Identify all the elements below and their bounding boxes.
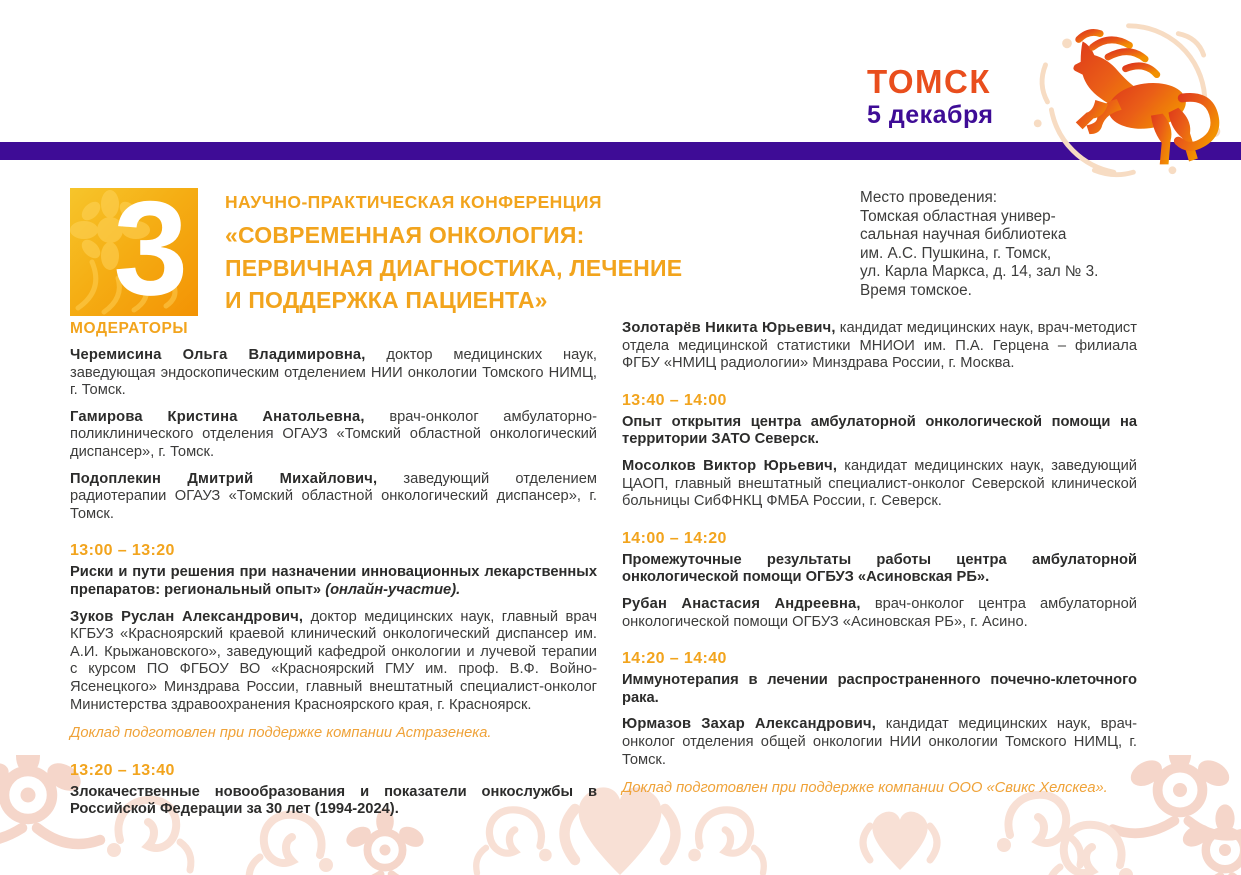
section-number: 3 bbox=[113, 188, 188, 316]
moderator-desc: врач-онколог амбулаторно-поликлинического отделения ОГАУЗ «Томский областной онкологический диспансер», г. Томск. bbox=[70, 408, 597, 460]
right-column bbox=[622, 320, 1137, 828]
event-date: 5 декабря bbox=[867, 101, 994, 129]
speaker-desc: кандидат медицинских наук, заведующий ЦАОП, главный внештатный специалист-онколог Северской клинической больницы СибФНКЦ ФМБА России, г. Северск. bbox=[622, 457, 1137, 510]
moderator-desc: заведующий отделением радиотерапии ОГАУЗ «Томский областной онкологический диспансер», г. Томск. bbox=[70, 470, 598, 522]
speaker-entry bbox=[70, 609, 597, 715]
speaker-name: Рубан Анастасия Андреевна, bbox=[622, 595, 861, 612]
speaker-desc: доктор медицинских наук, главный врач КГБУЗ «Красноярский краевой клинический онкологический диспансер им. А.И. Крыжановского», заведующий кафедрой онкологии и лучевой терапии с курсом ПО ФГБОУ ВО «Красноярский ГМУ им. проф. В.Ф. Войно-Ясенецкого» Минздрава России, главный внештатный специалист-онколог Министерства здравоохранения Красноярского края, г. Красноярск. bbox=[70, 608, 597, 713]
venue-line: Томская областная универ- bbox=[860, 207, 1056, 225]
session-title: Промежуточные результаты работы центра амбулаторной онкологической помощи ОГБУЗ «Асиновская РБ». bbox=[622, 551, 1137, 586]
speaker-entry bbox=[622, 458, 1137, 511]
speaker-desc: кандидат медицинских наук, врач-онколог отделения общей онкологии НИИ онкологии Томского НИМЦ, г. Томск. bbox=[622, 716, 1137, 768]
conference-label: НАУЧНО-ПРАКТИЧЕСКАЯ КОНФЕРЕНЦИЯ bbox=[225, 192, 602, 212]
left-column bbox=[70, 320, 597, 828]
speaker-entry bbox=[622, 320, 1137, 373]
city-title: ТОМСК bbox=[867, 63, 991, 100]
session-title: Иммунотерапия в лечении распространенного почечно-клеточного рака. bbox=[622, 672, 1137, 706]
session-title: Риски и пути решения при назначении инновационных лекарственных препаратов: региональный опыт» (онлайн-участие). bbox=[70, 564, 597, 598]
speaker-desc: врач-онколог центра амбулаторной онкологической помощи ОГБУЗ «Асиновская РБ», г. Асино. bbox=[622, 595, 1137, 630]
moderator-name: Гамирова Кристина Анатольевна, bbox=[70, 408, 365, 425]
moderator-name: Черемисина Ольга Владимировна, bbox=[70, 347, 366, 363]
conference-title bbox=[225, 219, 682, 317]
conference-title-line: «СОВРЕМЕННАЯ ОНКОЛОГИЯ: bbox=[225, 222, 585, 248]
moderator-entry bbox=[70, 471, 597, 524]
venue-line: ул. Карла Маркса, д. 14, зал № 3. bbox=[860, 263, 1099, 281]
session-time: 13:00 – 13:20 bbox=[70, 542, 175, 560]
speaker-entry bbox=[622, 596, 1137, 631]
session-time: 13:20 – 13:40 bbox=[70, 761, 175, 779]
venue-line: Место проведения: bbox=[860, 189, 998, 206]
program-body bbox=[70, 320, 1137, 828]
moderators-heading: МОДЕРАТОРЫ bbox=[70, 320, 189, 337]
session-time: 14:00 – 14:20 bbox=[622, 529, 727, 547]
speaker-name: Зуков Руслан Александрович, bbox=[70, 608, 304, 625]
speaker-name: Золотарёв Никита Юрьевич, bbox=[622, 320, 836, 336]
speaker-desc: кандидат медицинских наук, врач-методист отдела медицинской статистики МНИОИ им. П.А. Герцена – филиала ФГБУ «НМИЦ радиологии» Минздрава России, г. Москва. bbox=[622, 320, 1137, 372]
session-title: Злокачественные новообразования и показатели онкослужбы в Российской Федерации за 30 лет (1994-2024). bbox=[70, 783, 597, 818]
horse-ornament-icon bbox=[1026, 15, 1231, 183]
moderator-entry bbox=[70, 409, 597, 462]
conference-title-line: И ПОДДЕРЖКА ПАЦИЕНТА» bbox=[225, 287, 548, 313]
speaker-entry bbox=[622, 716, 1137, 769]
session-title: Опыт открытия центра амбулаторной онкологической помощи на территории ЗАТО Северск. bbox=[622, 413, 1137, 448]
moderator-entry bbox=[70, 347, 597, 400]
section-number-badge bbox=[70, 188, 198, 316]
speaker-name: Юрмазов Захар Александрович, bbox=[622, 716, 877, 733]
moderator-desc: доктор медицинских наук, заведующая эндоскопическим отделением НИИ онкологии Томского НИМЦ, г. Томск. bbox=[70, 347, 597, 399]
moderator-name: Подоплекин Дмитрий Михайлович, bbox=[70, 470, 378, 487]
speaker-name: Мосолков Виктор Юрьевич, bbox=[622, 457, 838, 474]
conference-title-line: ПЕРВИЧНАЯ ДИАГНОСТИКА, ЛЕЧЕНИЕ bbox=[225, 254, 683, 281]
venue-line: сальная научная библиотека bbox=[860, 226, 1067, 244]
sponsor-note: Доклад подготовлен при поддержке компании Астразенека. bbox=[70, 725, 492, 742]
session-title-note: (онлайн-участие). bbox=[325, 581, 461, 598]
venue-line: им. А.С. Пушкина, г. Томск, bbox=[860, 244, 1052, 262]
sponsor-note: Доклад подготовлен при поддержке компании ООО «Свикс Хелскеа». bbox=[622, 780, 1108, 797]
session-time: 13:40 – 14:00 bbox=[622, 391, 727, 409]
session-time: 14:20 – 14:40 bbox=[622, 650, 727, 668]
venue-line: Время томское. bbox=[860, 281, 972, 299]
venue-info bbox=[860, 189, 1160, 301]
